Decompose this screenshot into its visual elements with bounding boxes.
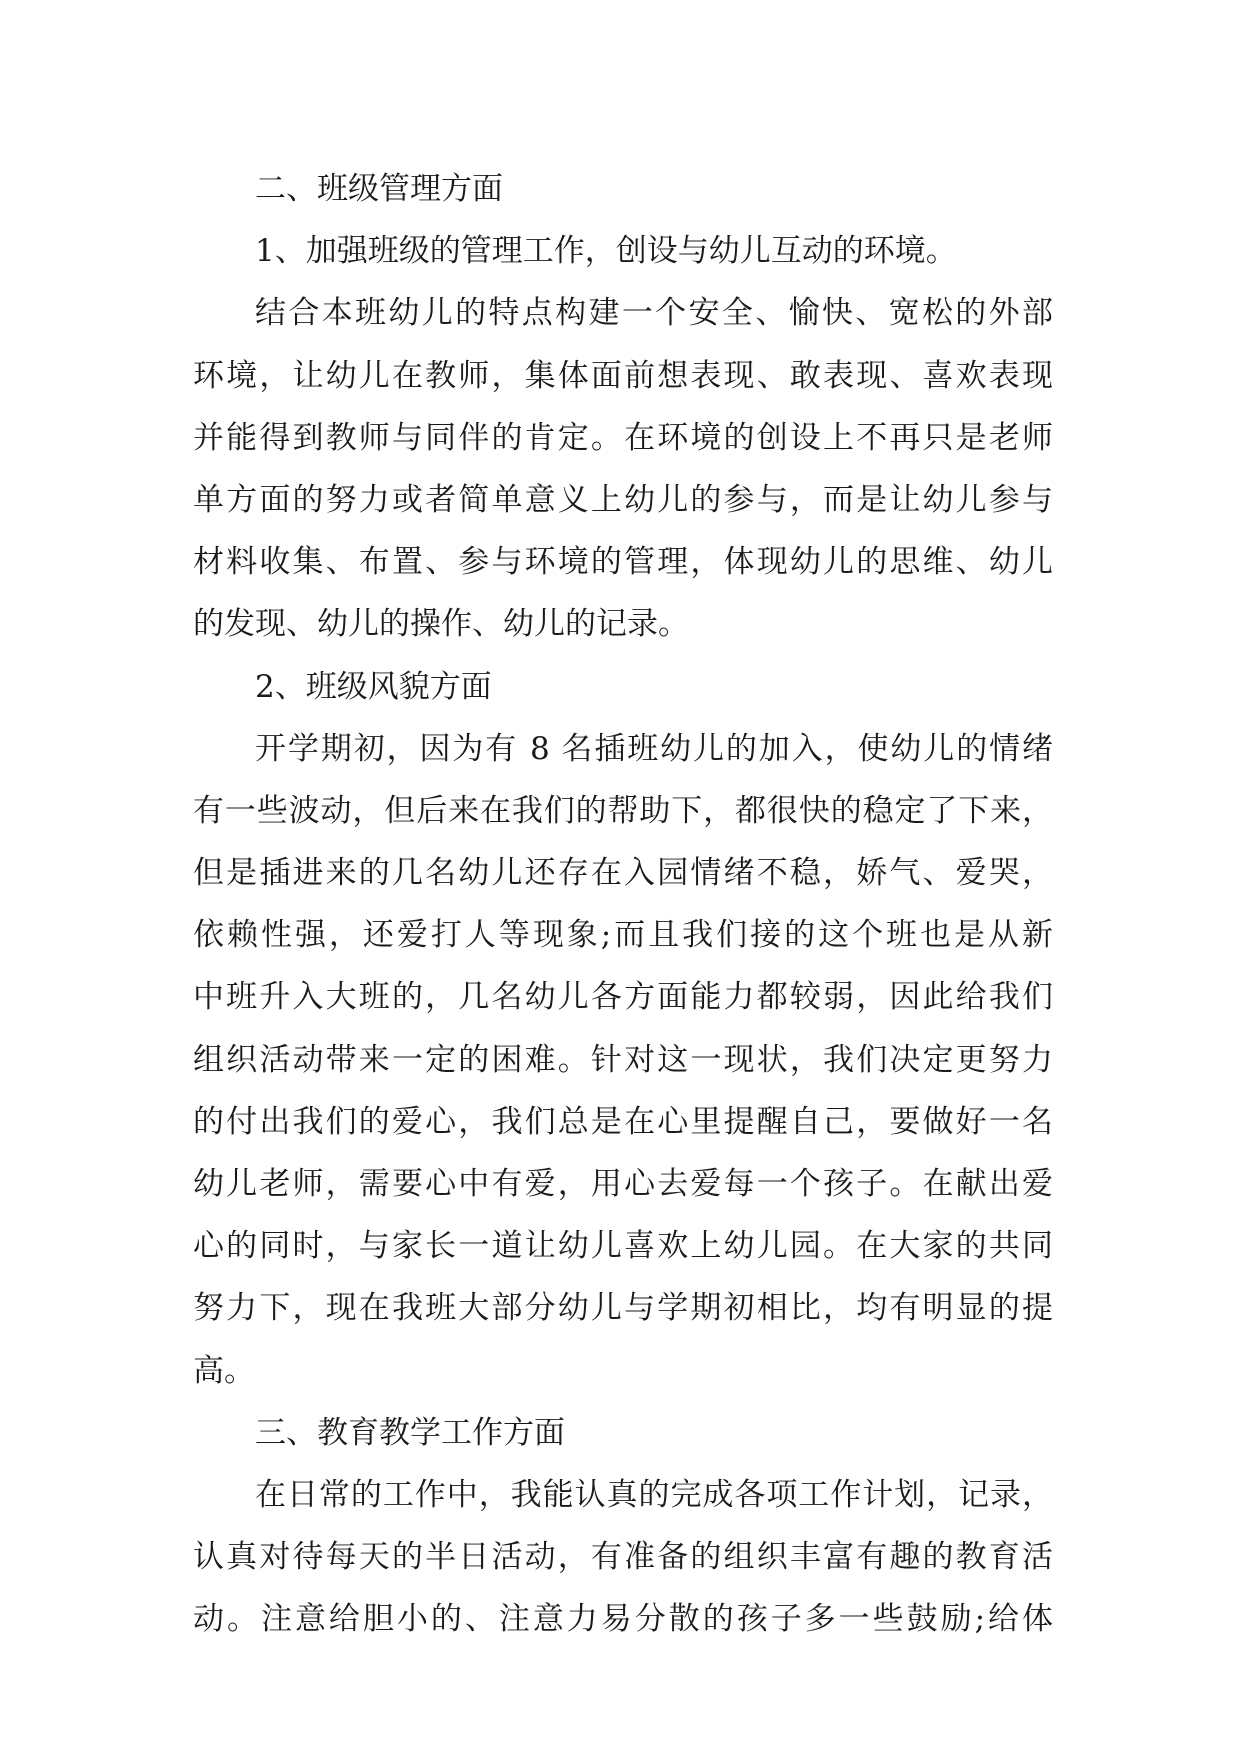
paragraph-line: 并能得到教师与同伴的肯定。在环境的创设上不再只是老师 <box>193 419 1053 456</box>
paragraph-line: 组织活动带来一定的困难。针对这一现状，我们决定更努力 <box>193 1041 1053 1078</box>
paragraph-line: 心的同时，与家长一道让幼儿喜欢上幼儿园。在大家的共同 <box>193 1228 1053 1265</box>
section-heading: 二、班级管理方面 <box>255 171 503 207</box>
paragraph-line: 认真对待每天的半日活动，有准备的组织丰富有趣的教育活 <box>193 1539 1053 1576</box>
paragraph-line: 幼儿老师，需要心中有爱，用心去爱每一个孩子。在献出爱 <box>193 1166 1053 1202</box>
paragraph-line: 开学期初，因为有 8 名插班幼儿的加入，使幼儿的情绪 <box>255 730 1053 767</box>
document-page <box>193 158 1053 1651</box>
paragraph-line: 高。 <box>193 1352 255 1389</box>
paragraph-line: 材料收集、布置、参与环境的管理，体现幼儿的思维、幼儿 <box>193 544 1053 581</box>
subsection-heading: 1、加强班级的管理工作，创设与幼儿互动的环境。 <box>255 233 957 270</box>
section-heading: 三、教育教学工作方面 <box>255 1414 565 1451</box>
paragraph-line: 努力下，现在我班大部分幼儿与学期初相比，均有明显的提 <box>193 1290 1053 1327</box>
paragraph-line: 在日常的工作中，我能认真的完成各项工作计划，记录， <box>255 1476 1053 1513</box>
paragraph-line: 但是插进来的几名幼儿还存在入园情绪不稳，娇气、爱哭， <box>193 855 1053 892</box>
paragraph-line: 的付出我们的爱心，我们总是在心里提醒自己，要做好一名 <box>193 1103 1053 1140</box>
paragraph-line: 单方面的努力或者简单意义上幼儿的参与，而是让幼儿参与 <box>193 481 1053 518</box>
paragraph-line: 动。注意给胆小的、注意力易分散的孩子多一些鼓励;给体 <box>193 1601 1053 1638</box>
paragraph-line: 中班升入大班的，几名幼儿各方面能力都较弱，因此给我们 <box>193 979 1053 1016</box>
subsection-heading: 2、班级风貌方面 <box>255 668 492 705</box>
paragraph-line: 依赖性强，还爱打人等现象;而且我们接的这个班也是从新 <box>193 917 1053 954</box>
paragraph-line: 有一些波动，但后来在我们的帮助下，都很快的稳定了下来， <box>193 792 1053 829</box>
paragraph-line: 结合本班幼儿的特点构建一个安全、愉快、宽松的外部 <box>255 295 1053 332</box>
paragraph-line: 的发现、幼儿的操作、幼儿的记录。 <box>193 606 689 643</box>
paragraph-line: 环境，让幼儿在教师，集体面前想表现、敢表现、喜欢表现 <box>193 357 1053 394</box>
